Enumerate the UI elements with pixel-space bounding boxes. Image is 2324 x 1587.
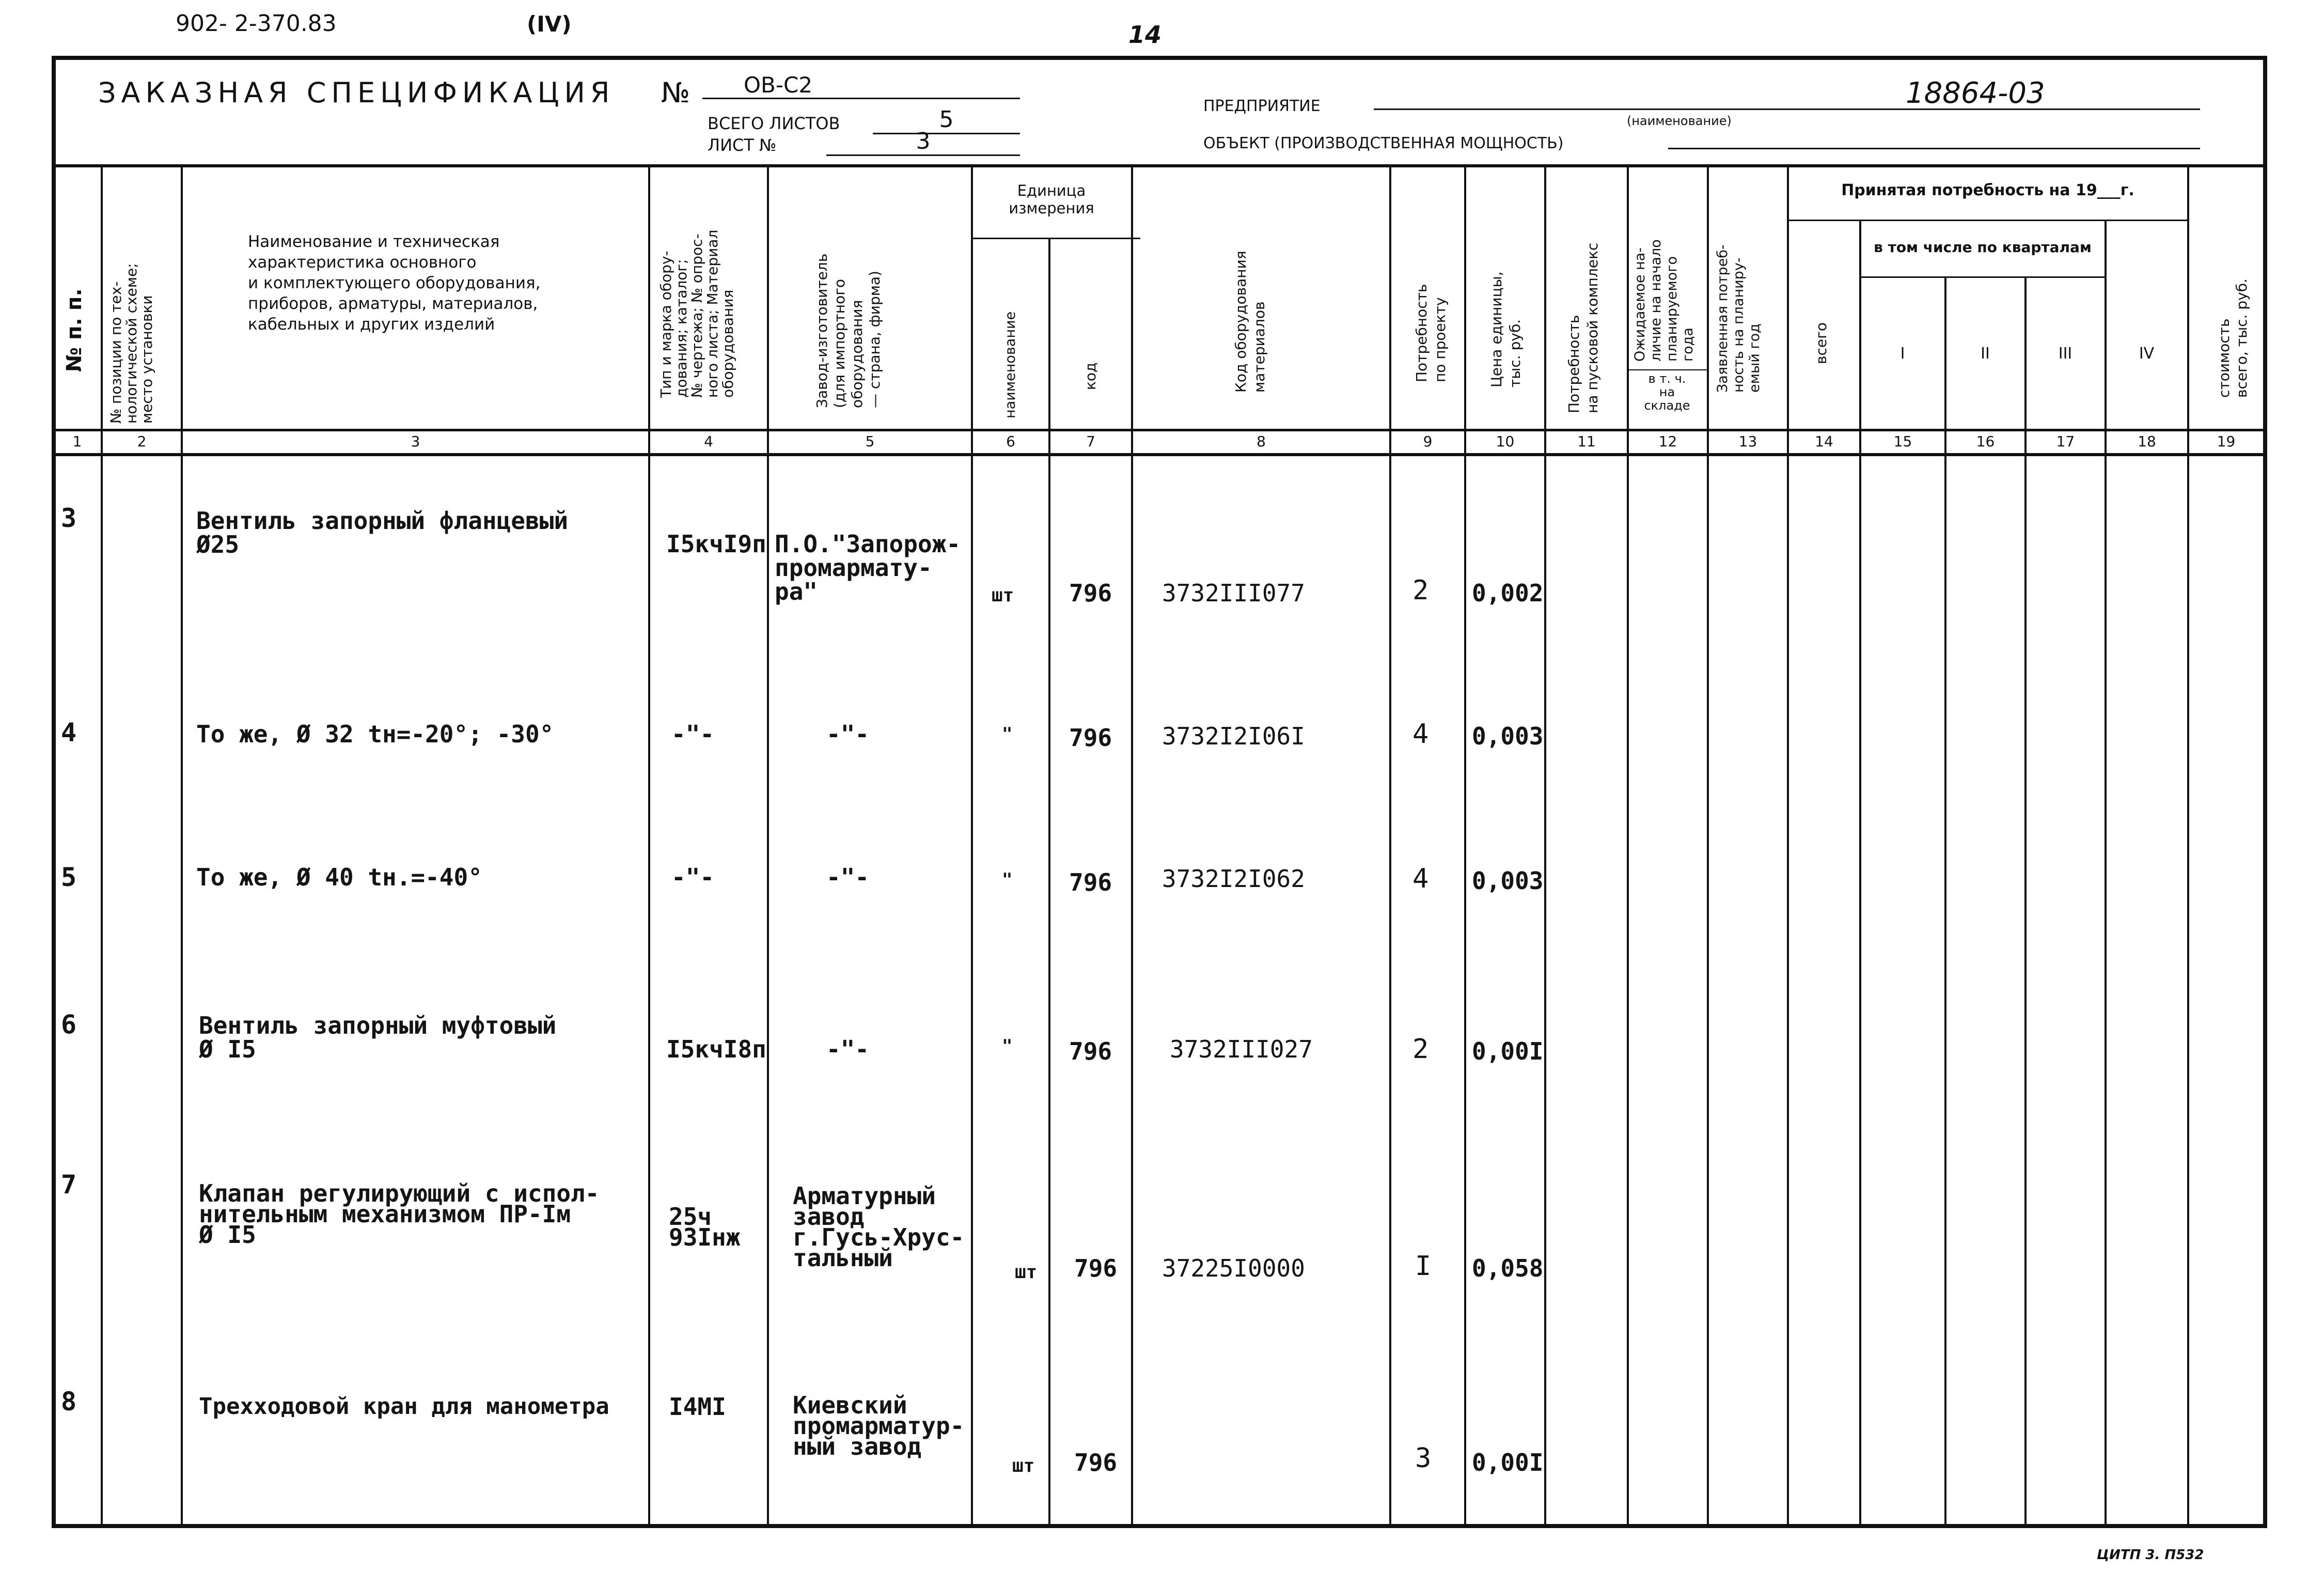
- col-number: 14: [1815, 433, 1833, 450]
- col-number: 15: [1893, 433, 1912, 450]
- colnum-bottom-line: [54, 453, 2265, 456]
- item-unit: шт: [1015, 1262, 1038, 1283]
- item-unit-price: 0,003: [1472, 867, 1544, 895]
- item-equipment-code: 37225I0000: [1162, 1254, 1305, 1282]
- sheets-total-value: 5: [873, 106, 1020, 134]
- col-divider: [767, 166, 769, 1525]
- item-maker: П.О."Запорож- промармату- ра": [775, 530, 961, 605]
- col-number: 7: [1086, 433, 1095, 450]
- item-maker: -"-: [826, 1035, 870, 1063]
- item-unit: шт: [1012, 1455, 1035, 1476]
- col-number: 8: [1257, 433, 1266, 450]
- header-q2: II: [1981, 345, 1990, 363]
- stock-subline: [1627, 369, 1707, 370]
- sheet-number-value: 3: [826, 128, 1020, 156]
- col-divider: [101, 166, 103, 1525]
- col-divider: [1544, 166, 1546, 1525]
- item-project-need: 3: [1415, 1443, 1432, 1474]
- volume-number: (IV): [527, 11, 572, 37]
- quarters-line: [1859, 276, 2105, 278]
- spec-number-value: ОВ-С2: [702, 72, 1020, 99]
- item-unit-price: 0,058: [1472, 1254, 1544, 1282]
- item-unit-price: 0,00I: [1472, 1037, 1544, 1065]
- header-top-line: [54, 164, 2265, 167]
- header-declared: Заявленная потреб- ность на планиру- емый год: [1715, 244, 1763, 393]
- header-unit-price: Цена единицы, тыс. руб.: [1488, 271, 1524, 387]
- col-number: 18: [2138, 433, 2156, 450]
- col-divider: [971, 166, 973, 1525]
- item-unit: ": [1002, 1036, 1013, 1056]
- item-project-need: I: [1415, 1251, 1432, 1282]
- header-quarters: в том числе по кварталам: [1874, 239, 2092, 256]
- col-number: 1: [72, 433, 82, 450]
- item-name: Трехходовой кран для манометра: [199, 1393, 609, 1420]
- item-project-need: 4: [1412, 719, 1429, 750]
- item-unit-price: 0,00I: [1472, 1449, 1544, 1476]
- row-number: 8: [61, 1387, 77, 1417]
- header-equipment-code: Код оборудования материалов: [1232, 251, 1268, 393]
- col-number: 13: [1738, 433, 1757, 450]
- col-number: 10: [1496, 433, 1515, 450]
- accepted-line: [1787, 220, 2187, 221]
- col-number: 3: [411, 433, 420, 450]
- item-type: -"-: [671, 720, 715, 748]
- col-divider: [2187, 166, 2189, 1525]
- item-unit-price: 0,003: [1472, 722, 1544, 750]
- object-underline: [1668, 148, 2200, 149]
- item-unit-code: 796: [1069, 579, 1112, 607]
- item-maker: Киевский промарматур- ный завод: [793, 1391, 965, 1460]
- col-divider: [1707, 166, 1709, 1525]
- col-number: 5: [865, 433, 875, 450]
- col-divider: [1859, 221, 1861, 1525]
- col-number: 9: [1423, 433, 1433, 450]
- item-project-need: 2: [1412, 1034, 1429, 1065]
- header-total: всего: [1813, 322, 1830, 364]
- header-name: Наименование и техническая характеристика основного и комплектующего оборудования, приборов, арматуры, материалов, кабельных и других изделий: [248, 232, 541, 334]
- page-number: 14: [1128, 21, 1162, 49]
- col-number: 4: [704, 433, 713, 450]
- item-maker: Арматурный завод г.Гусь-Хрус- тальный: [793, 1182, 965, 1272]
- col-divider: [1787, 166, 1789, 1525]
- item-unit: шт: [992, 585, 1014, 606]
- item-unit-code: 796: [1069, 1037, 1112, 1065]
- header-q1: I: [1900, 345, 1905, 363]
- row-number: 6: [61, 1009, 77, 1039]
- item-type: I5кчI8п: [666, 1035, 766, 1063]
- item-unit: ": [1002, 724, 1013, 744]
- print-stamp: ЦИТП 3. П532: [2097, 1547, 2204, 1563]
- col-divider: [1389, 166, 1391, 1525]
- name-hint: (наименование): [1627, 114, 1732, 128]
- row-number: 7: [61, 1170, 77, 1200]
- item-project-need: 4: [1412, 863, 1429, 894]
- item-maker: -"-: [826, 863, 870, 891]
- item-unit-code: 796: [1069, 868, 1112, 896]
- header-in-stock: в т. ч. на складе: [1644, 371, 1690, 413]
- col-number: 12: [1658, 433, 1677, 450]
- col-number: 19: [2217, 433, 2236, 450]
- col-number: 6: [1006, 433, 1015, 450]
- object-label: ОБЪЕКТ (ПРОИЗВОДСТВЕННАЯ МОЩНОСТЬ): [1203, 134, 1564, 152]
- col-number: 11: [1577, 433, 1596, 450]
- header-row-number: № п. п.: [62, 288, 86, 372]
- item-unit-code: 796: [1074, 1254, 1118, 1282]
- document-code: 902- 2-370.83: [176, 10, 337, 37]
- item-type: 25ч 93Iнж: [669, 1203, 741, 1251]
- col-number: 16: [1976, 433, 1995, 450]
- col-number: 17: [2056, 433, 2075, 450]
- enterprise-underline: [1374, 108, 2200, 110]
- enterprise-value: 18864-03: [1906, 76, 2045, 110]
- item-project-need: 2: [1412, 575, 1429, 606]
- item-equipment-code: 3732I2I062: [1162, 865, 1305, 893]
- col-divider: [181, 166, 183, 1525]
- col-divider: [1627, 166, 1629, 1525]
- header-unit-group: Единица измерения: [1009, 182, 1094, 217]
- item-maker: -"-: [826, 720, 870, 748]
- col-divider: [648, 166, 650, 1525]
- item-name: Вентиль запорный фланцевый Ø25: [196, 507, 569, 558]
- sheet-number-label: ЛИСТ №: [708, 135, 777, 155]
- unit-group-line: [971, 238, 1140, 239]
- col-number: 2: [137, 433, 147, 450]
- enterprise-label: ПРЕДПРИЯТИЕ: [1203, 97, 1321, 115]
- sheets-total-label: ВСЕГО ЛИСТОВ: [708, 114, 840, 133]
- form-title: ЗАКАЗНАЯ СПЕЦИФИКАЦИЯ: [98, 76, 615, 109]
- item-name: То же, Ø 32 tн=-20°; -30°: [196, 720, 554, 748]
- item-unit-code: 796: [1069, 724, 1112, 752]
- col-divider: [2024, 277, 2027, 1525]
- item-equipment-code: 3732III077: [1162, 579, 1305, 607]
- row-number: 3: [61, 503, 77, 533]
- header-maker: Завод-изготовитель (для импортного оборудования — страна, фирма): [813, 253, 883, 408]
- row-number: 5: [61, 862, 77, 892]
- header-expected: Ожидаемое на- личие на начало планируемого года: [1632, 239, 1696, 362]
- item-name: То же, Ø 40 tн.=-40°: [196, 863, 482, 891]
- row-number: 4: [61, 718, 77, 748]
- item-unit-price: 0,002: [1472, 579, 1544, 607]
- header-q3: III: [2058, 345, 2072, 363]
- item-unit: ": [1002, 869, 1013, 890]
- header-unit-name: наименование: [1002, 311, 1018, 418]
- col-divider: [1944, 277, 1946, 1525]
- header-accepted: Принятая потребность на 19___г.: [1841, 181, 2134, 199]
- item-type: -"-: [671, 863, 715, 891]
- item-type: I4МI: [669, 1393, 726, 1421]
- col-divider: [2105, 221, 2107, 1525]
- header-type: Тип и марка обору- дования; каталог; № чертежа; № опрос- ного листа; Материал оборудования: [657, 229, 736, 398]
- spec-number-label: №: [661, 76, 690, 109]
- item-equipment-code: 3732III027: [1170, 1035, 1313, 1063]
- header-position: № позиции по тех- нологической схеме; место установки: [107, 263, 155, 424]
- header-unit-code: код: [1082, 362, 1099, 390]
- item-name: Вентиль запорный муфтовый Ø I5: [199, 1012, 557, 1063]
- item-type: I5кчI9п: [666, 530, 766, 558]
- header-q4: IV: [2139, 345, 2155, 363]
- item-equipment-code: 3732I2I06I: [1162, 722, 1305, 750]
- col-divider: [1464, 166, 1466, 1525]
- header-project-need: Потребность по проекту: [1413, 284, 1449, 382]
- item-unit-code: 796: [1074, 1449, 1118, 1476]
- header-startup-need: Потребность на пусковой комплекс: [1565, 242, 1601, 413]
- header-cost: стоимость всего, тыс. руб.: [2216, 278, 2250, 398]
- col-divider: [1131, 166, 1133, 1525]
- item-name: Клапан регулирующий с испол- нительным механизмом ПР-Iм Ø I5: [199, 1179, 600, 1249]
